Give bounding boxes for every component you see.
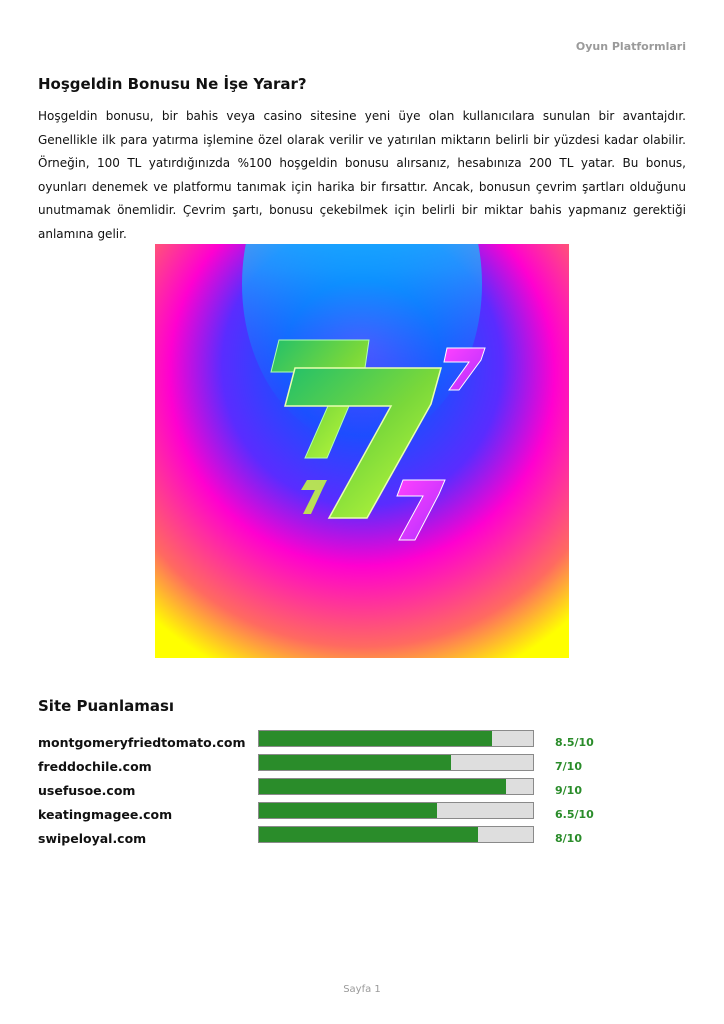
lucky-sevens-icon	[155, 244, 569, 658]
rating-score: 8/10	[555, 832, 582, 845]
rating-score: 6.5/10	[555, 808, 594, 821]
article-title: Hoşgeldin Bonusu Ne İşe Yarar?	[38, 75, 307, 93]
rating-score: 9/10	[555, 784, 582, 797]
rating-bar-fill	[259, 731, 492, 746]
rating-bar-fill	[259, 827, 478, 842]
rating-site-name: montgomeryfriedtomato.com	[38, 735, 246, 750]
article-paragraph: Hoşgeldin bonusu, bir bahis veya casino sitesine yeni üye olan kullanıcılara sunulan bir avantajdır. Genellikle ilk para yatırma işlemine özel olarak verilir ve yatırılan miktarın belirli bir yüzdesi kadar olabilir. Örneğin, 100 TL yatırdığınızda %100 hoşgeldin bonusu alırsanız, hesabınıza 200 TL yatar. Bu bonus, oyunları denemek ve platformu tanımak için harika bir fırsattır. Ancak, bonusun çevrim şartları olduğunu unutmamak önemlidir. Çevrim şartı, bonusu çekebilmek için belirli bir miktar bahis yapmanız gerektiği anlamına gelir.	[38, 109, 686, 241]
ratings-list	[38, 730, 698, 850]
rating-row	[38, 730, 698, 754]
rating-bar-fill	[259, 755, 451, 770]
rating-bar	[258, 778, 534, 795]
rating-bar	[258, 802, 534, 819]
rating-row	[38, 826, 698, 850]
rating-bar-fill	[259, 779, 506, 794]
rating-row	[38, 778, 698, 802]
rating-site-name: swipeloyal.com	[38, 831, 147, 846]
rating-bar-fill	[259, 803, 437, 818]
hero-image	[155, 244, 569, 658]
header-label: Oyun Platformlari	[575, 40, 686, 53]
rating-score: 7/10	[555, 760, 582, 773]
rating-bar	[258, 754, 534, 771]
rating-bar	[258, 730, 534, 747]
rating-score: 8.5/10	[555, 736, 594, 749]
rating-bar	[258, 826, 534, 843]
rating-site-name: usefusoe.com	[38, 783, 136, 798]
rating-row	[38, 802, 698, 826]
ratings-title: Site Puanlaması	[38, 697, 175, 715]
rating-row	[38, 754, 698, 778]
page-number: Sayfa 1	[343, 984, 381, 995]
rating-site-name: freddochile.com	[38, 759, 152, 774]
rating-site-name: keatingmagee.com	[38, 807, 173, 822]
